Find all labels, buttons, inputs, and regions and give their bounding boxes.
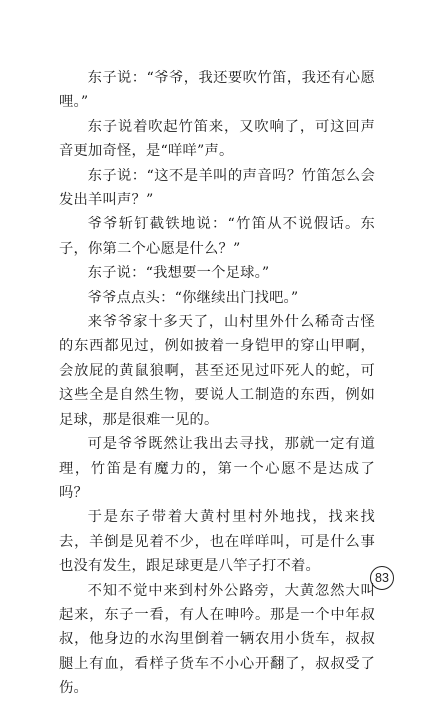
paragraph: 东子说着吹起竹笛来，又吹响了，可这回声音更加奇怪，是“咩咩”声。 — [59, 118, 375, 160]
body-text — [59, 66, 375, 701]
paragraph: 东子说：“这不是羊叫的声音吗？竹笛怎么会发出羊叫声？” — [59, 167, 375, 209]
paragraph: 不知不觉中来到村外公路旁，大黄忽然大叫起来，东子一看，有人在呻吟。那是一个中年叔叔，他身边的水沟里倒着一辆农用小货车，叔叔腿上有血，看样子货车不小心开翻了，叔叔受了伤。 — [59, 582, 375, 697]
page-number: 83 — [370, 566, 394, 590]
paragraph: 爷爷斩钉截铁地说：“竹笛从不说假话。东子，你第二个心愿是什么？” — [59, 216, 375, 257]
paragraph: 于是东子带着大黄村里村外地找，找来找去，羊倒是见着不少，也在咩咩叫，可是什么事也没有发生，跟足球更是八竿子打不着。 — [59, 509, 375, 575]
paragraph: 来爷爷家十多天了，山村里外什么稀奇古怪的东西都见过，例如披着一身铠甲的穿山甲啊，会放屁的黄鼠狼啊，甚至还见过吓死人的蛇，可这些全是自然生物，要说人工制造的东西，例如足球，那是很难一见的。 — [59, 314, 375, 428]
paragraph: 东子说：“爷爷，我还要吹竹笛，我还有心愿哩。” — [59, 70, 375, 111]
paragraph: 东子说：“我想要一个足球。” — [87, 265, 270, 282]
paragraph: 可是爷爷既然让我出去寻找，那就一定有道理，竹笛是有魔力的，第一个心愿不是达成了吗？ — [59, 436, 375, 501]
paragraph: 爷爷点点头：“你继续出门找吧。” — [87, 289, 299, 306]
